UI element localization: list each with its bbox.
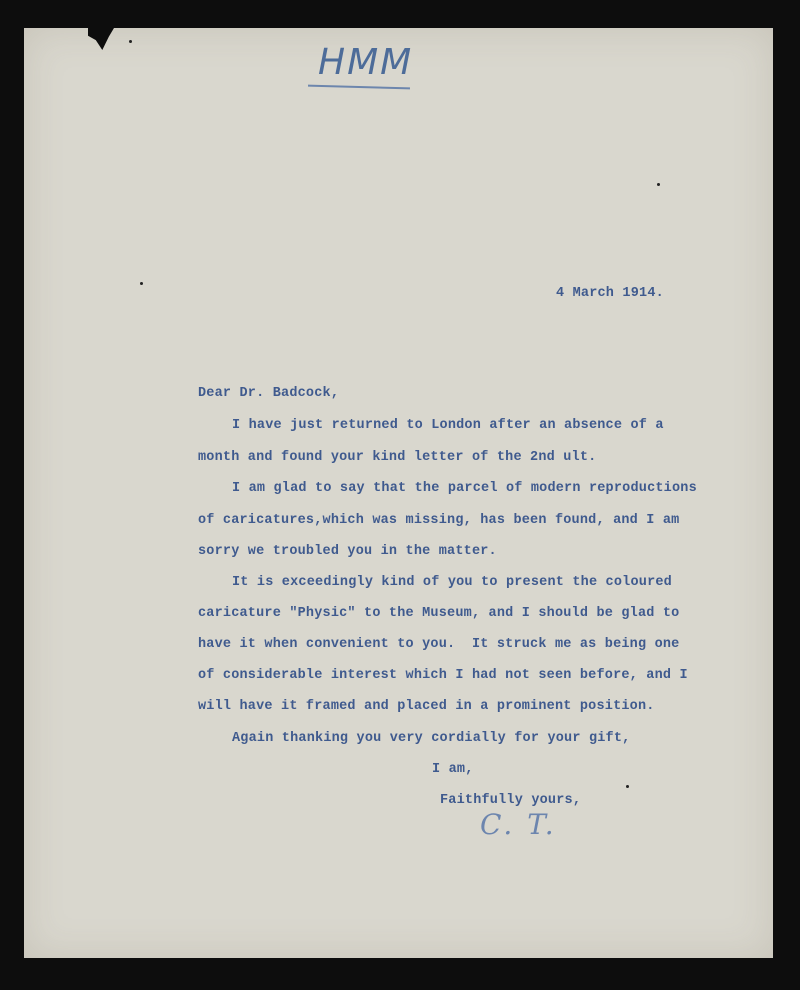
paper-speck [657,183,660,186]
handwritten-initials: C. T. [480,808,557,841]
handwritten-annotation: HMM [318,42,414,83]
body-line-1: I have just returned to London after an absence of a [232,418,664,433]
paper-speck [140,282,143,285]
paper-speck [626,785,629,788]
closing-faithfully: Faithfully yours, [440,793,582,808]
body-line-7: caricature "Physic" to the Museum, and I should be glad to [198,606,680,621]
body-line-6: It is exceedingly kind of you to present the coloured [232,575,672,590]
body-line-9: of considerable interest which I had not seen before, and I [198,668,688,683]
body-line-3: I am glad to say that the parcel of modern reproductions [232,481,697,496]
letter-date: 4 March 1914. [556,286,664,301]
closing-i-am: I am, [432,762,474,777]
body-line-10: will have it framed and placed in a prominent position. [198,699,655,714]
body-line-8: have it when convenient to you. It struck me as being one [198,637,680,652]
salutation: Dear Dr. Badcock, [198,386,340,401]
paper-speck [129,40,132,43]
body-line-11: Again thanking you very cordially for your gift, [232,731,631,746]
body-line-5: sorry we troubled you in the matter. [198,544,497,559]
body-line-4: of caricatures,which was missing, has been found, and I am [198,513,680,528]
body-line-2: month and found your kind letter of the 2nd ult. [198,450,597,465]
